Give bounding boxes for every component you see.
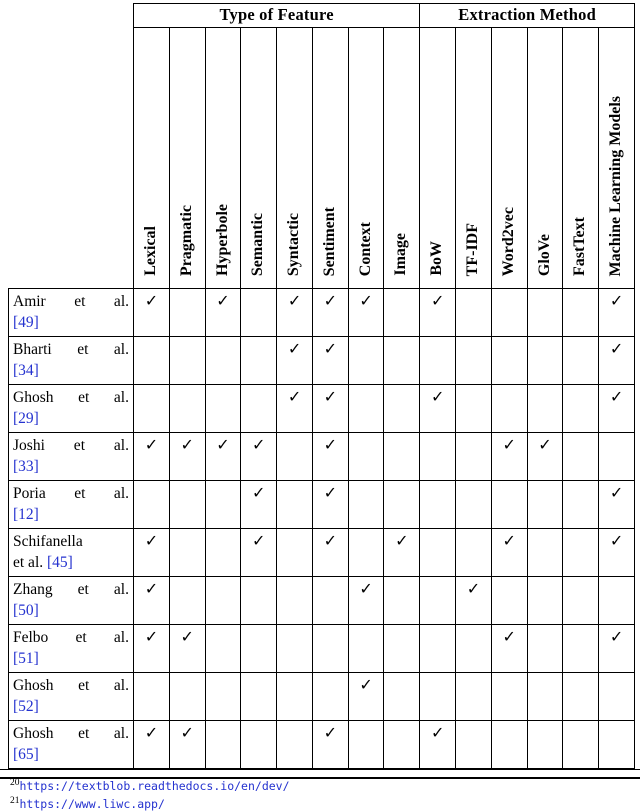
footnote [10, 776, 634, 794]
footnote-marker: 21 [10, 796, 20, 807]
check-cell-empty [599, 673, 635, 721]
check-cell-empty [384, 481, 420, 529]
author-name: Joshi et al. [13, 437, 129, 454]
check-cell-checked [420, 289, 456, 337]
check-cell-checked [312, 289, 348, 337]
column-header-row [9, 28, 635, 289]
table-row [9, 721, 635, 769]
check-cell-checked [205, 289, 241, 337]
check-cell-checked [491, 529, 527, 577]
check-cell-checked [169, 625, 205, 673]
check-cell-checked [491, 433, 527, 481]
cite-line [13, 408, 129, 429]
checkmark-icon: ✓ [359, 581, 373, 598]
checkmark-icon: ✓ [323, 725, 337, 742]
table-body [9, 289, 635, 769]
column-header-fasttext [563, 28, 599, 289]
check-cell-empty [527, 385, 563, 433]
citation-link[interactable]: [12] [13, 506, 39, 523]
checkmark-icon: ✓ [609, 629, 624, 646]
check-cell-empty [312, 673, 348, 721]
check-cell-empty [491, 337, 527, 385]
author-cell [9, 625, 134, 673]
check-cell-empty [241, 289, 277, 337]
cite-line [13, 648, 129, 669]
check-cell-checked [134, 721, 170, 769]
checkmark-icon: ✓ [323, 485, 337, 502]
citation-link[interactable]: [34] [13, 362, 39, 379]
checkmark-icon: ✓ [323, 341, 337, 358]
citation-link[interactable]: [51] [13, 650, 39, 667]
check-cell-empty [348, 625, 384, 673]
checkmark-icon: ✓ [252, 485, 266, 502]
check-cell-checked [312, 337, 348, 385]
check-cell-empty [134, 673, 170, 721]
check-cell-checked [169, 721, 205, 769]
check-cell-empty [599, 577, 635, 625]
column-header-label: BoW [428, 241, 446, 276]
citation-link[interactable]: [33] [13, 458, 39, 475]
check-cell-empty [169, 529, 205, 577]
author-name: Felbo et al. [13, 629, 129, 646]
check-cell-empty [456, 721, 492, 769]
check-cell-empty [277, 673, 313, 721]
check-cell-empty [169, 577, 205, 625]
footnote-marker: 20 [10, 778, 20, 788]
check-cell-empty [205, 481, 241, 529]
corner-cell-top [9, 4, 134, 28]
check-cell-empty [456, 289, 492, 337]
checkmark-icon: ✓ [287, 341, 302, 358]
check-cell-checked [599, 385, 635, 433]
column-header-label: GloVe [535, 233, 553, 276]
check-cell-empty [563, 481, 599, 529]
check-cell-empty [277, 529, 313, 577]
check-cell-empty [241, 721, 277, 769]
checkmark-icon: ✓ [395, 533, 409, 550]
check-cell-empty [456, 337, 492, 385]
column-header-label: TF-IDF [464, 222, 482, 276]
column-header-label: Image [392, 233, 410, 276]
footnotes [8, 776, 634, 812]
table-row [9, 337, 635, 385]
check-cell-checked [277, 289, 313, 337]
table-row [9, 673, 635, 721]
check-cell-empty [241, 337, 277, 385]
checkmark-icon: ✓ [252, 437, 266, 454]
check-cell-empty [491, 577, 527, 625]
checkmark-icon: ✓ [359, 293, 373, 310]
check-cell-empty [456, 625, 492, 673]
table-header [9, 4, 635, 289]
check-cell-checked [277, 337, 313, 385]
table-row [9, 481, 635, 529]
cite-line [13, 360, 129, 381]
check-cell-empty [563, 289, 599, 337]
citation-link[interactable]: [50] [13, 602, 39, 619]
check-cell-checked [312, 385, 348, 433]
check-cell-empty [384, 577, 420, 625]
check-cell-empty [599, 721, 635, 769]
column-header-label: Context [356, 221, 374, 276]
column-header-label: Word2vec [499, 206, 517, 276]
check-cell-checked [241, 433, 277, 481]
check-cell-empty [527, 673, 563, 721]
check-cell-empty [456, 529, 492, 577]
check-cell-empty [420, 577, 456, 625]
checkmark-icon: ✓ [323, 533, 337, 550]
checkmark-icon: ✓ [180, 437, 194, 454]
check-cell-empty [563, 385, 599, 433]
column-header-pragmatic [169, 28, 205, 289]
checkmark-icon: ✓ [144, 437, 159, 454]
check-cell-empty [384, 385, 420, 433]
column-header-sentiment [312, 28, 348, 289]
check-cell-checked [599, 625, 635, 673]
check-cell-empty [491, 721, 527, 769]
check-cell-checked [384, 529, 420, 577]
column-header-lexical [134, 28, 170, 289]
check-cell-empty [134, 481, 170, 529]
check-cell-checked [420, 385, 456, 433]
check-cell-checked [420, 721, 456, 769]
checkmark-icon: ✓ [144, 581, 159, 598]
check-cell-empty [169, 385, 205, 433]
checkmark-icon: ✓ [430, 389, 445, 406]
footnote-link[interactable]: https://textblob.readthedocs.io/en/dev/ [19, 779, 290, 794]
cite-line [13, 456, 129, 477]
check-cell-empty [205, 673, 241, 721]
feature-comparison-table [8, 3, 635, 769]
author-name: Ghosh et al. [13, 677, 129, 694]
check-cell-checked [348, 673, 384, 721]
check-cell-empty [599, 433, 635, 481]
check-cell-empty [241, 673, 277, 721]
check-cell-empty [134, 337, 170, 385]
check-cell-empty [420, 625, 456, 673]
check-cell-empty [456, 673, 492, 721]
check-cell-empty [527, 289, 563, 337]
check-cell-empty [491, 385, 527, 433]
check-cell-checked [205, 433, 241, 481]
check-cell-checked [134, 577, 170, 625]
check-cell-empty [348, 385, 384, 433]
check-cell-empty [205, 337, 241, 385]
group-header-row [9, 4, 635, 28]
check-cell-empty [420, 481, 456, 529]
check-cell-empty [169, 673, 205, 721]
check-cell-empty [420, 673, 456, 721]
author-name: Bharti et al. [13, 341, 129, 358]
citation-link[interactable]: [29] [13, 410, 39, 427]
column-header-label: Pragmatic [177, 204, 195, 276]
column-header-label: Semantic [249, 212, 267, 276]
footnote [10, 794, 634, 812]
check-cell-checked [312, 529, 348, 577]
check-cell-checked [134, 433, 170, 481]
group-header-type-of-feature: Type of Feature [134, 4, 420, 28]
checkmark-icon: ✓ [144, 293, 159, 310]
check-cell-empty [205, 529, 241, 577]
check-cell-checked [456, 577, 492, 625]
author-name: Poria et al. [13, 485, 129, 502]
check-cell-checked [277, 385, 313, 433]
checkmark-icon: ✓ [287, 389, 302, 406]
check-cell-checked [241, 529, 277, 577]
check-cell-empty [384, 289, 420, 337]
column-header-label: Sentiment [320, 206, 338, 276]
checkmark-icon: ✓ [180, 725, 194, 742]
check-cell-empty [312, 625, 348, 673]
author-cell [9, 433, 134, 481]
author-name: Amir et al. [13, 293, 129, 310]
check-cell-checked [241, 481, 277, 529]
checkmark-icon: ✓ [538, 437, 552, 454]
checkmark-icon: ✓ [323, 437, 337, 454]
checkmark-icon: ✓ [144, 533, 159, 550]
check-cell-empty [456, 481, 492, 529]
column-header-word2vec [491, 28, 527, 289]
check-cell-empty [527, 577, 563, 625]
author-cell [9, 721, 134, 769]
author-cell [9, 529, 134, 577]
check-cell-empty [205, 385, 241, 433]
bottom-rule-upper [0, 769, 640, 770]
column-header-hyperbole [205, 28, 241, 289]
check-cell-checked [599, 289, 635, 337]
table-row [9, 577, 635, 625]
author-cell [9, 337, 134, 385]
checkmark-icon: ✓ [216, 437, 230, 454]
table-row [9, 625, 635, 673]
check-cell-empty [456, 433, 492, 481]
check-cell-empty [241, 577, 277, 625]
check-cell-empty [563, 625, 599, 673]
column-header-syntactic [277, 28, 313, 289]
cite-line [13, 696, 129, 717]
citation-link[interactable]: [45] [47, 554, 73, 571]
checkmark-icon: ✓ [609, 533, 624, 550]
checkmark-icon: ✓ [502, 533, 516, 550]
check-cell-checked [599, 337, 635, 385]
column-header-label: FastText [571, 217, 589, 276]
citation-link[interactable]: [65] [13, 746, 39, 763]
column-header-image [384, 28, 420, 289]
check-cell-empty [205, 721, 241, 769]
check-cell-empty [563, 673, 599, 721]
check-cell-empty [563, 577, 599, 625]
cite-line [13, 600, 129, 621]
checkmark-icon: ✓ [466, 581, 481, 598]
checkmark-icon: ✓ [609, 293, 624, 310]
check-cell-empty [563, 721, 599, 769]
check-cell-empty [348, 529, 384, 577]
check-cell-empty [456, 385, 492, 433]
cite-line [13, 312, 129, 333]
check-cell-empty [348, 481, 384, 529]
check-cell-empty [563, 433, 599, 481]
check-cell-empty [205, 577, 241, 625]
check-cell-empty [420, 337, 456, 385]
check-cell-empty [277, 721, 313, 769]
check-cell-empty [384, 337, 420, 385]
check-cell-checked [169, 433, 205, 481]
checkmark-icon: ✓ [430, 293, 445, 310]
check-cell-checked [134, 529, 170, 577]
table-row [9, 529, 635, 577]
author-name: Ghosh et al. [13, 725, 129, 742]
check-cell-empty [384, 673, 420, 721]
check-cell-empty [527, 529, 563, 577]
check-cell-checked [312, 433, 348, 481]
check-cell-empty [205, 625, 241, 673]
check-cell-empty [277, 625, 313, 673]
check-cell-checked [312, 721, 348, 769]
corner-cell-bottom [9, 28, 134, 289]
checkmark-icon: ✓ [609, 485, 624, 502]
check-cell-checked [491, 625, 527, 673]
check-cell-empty [241, 625, 277, 673]
check-cell-empty [277, 433, 313, 481]
column-header-label: Machine Learning Models [607, 95, 625, 276]
check-cell-checked [134, 289, 170, 337]
author-cell [9, 289, 134, 337]
check-cell-empty [384, 721, 420, 769]
check-cell-empty [563, 529, 599, 577]
checkmark-icon: ✓ [359, 677, 373, 694]
checkmark-icon: ✓ [252, 533, 266, 550]
check-cell-empty [527, 481, 563, 529]
check-cell-empty [134, 385, 170, 433]
check-cell-empty [312, 577, 348, 625]
check-cell-empty [348, 337, 384, 385]
author-cell [9, 481, 134, 529]
column-header-label: Lexical [141, 226, 159, 276]
check-cell-empty [169, 337, 205, 385]
check-cell-empty [563, 337, 599, 385]
column-header-label: Hyperbole [213, 204, 231, 276]
checkmark-icon: ✓ [323, 293, 337, 310]
checkmark-icon: ✓ [323, 389, 337, 406]
check-cell-checked [348, 577, 384, 625]
check-cell-empty [527, 625, 563, 673]
check-cell-empty [491, 289, 527, 337]
citation-link[interactable]: [52] [13, 698, 39, 715]
author-cell [9, 673, 134, 721]
check-cell-empty [169, 481, 205, 529]
cite-line [13, 504, 129, 525]
check-cell-empty [491, 481, 527, 529]
check-cell-empty [348, 433, 384, 481]
check-cell-empty [277, 577, 313, 625]
checkmark-icon: ✓ [609, 389, 624, 406]
check-cell-empty [384, 625, 420, 673]
author-name: Schifanella [13, 533, 83, 550]
checkmark-icon: ✓ [216, 293, 230, 310]
checkmark-icon: ✓ [609, 341, 624, 358]
column-header-bow [420, 28, 456, 289]
check-cell-checked [527, 433, 563, 481]
check-cell-empty [527, 721, 563, 769]
checkmark-icon: ✓ [144, 629, 159, 646]
column-header-machine-learning-models [599, 28, 635, 289]
check-cell-empty [420, 433, 456, 481]
check-cell-checked [599, 481, 635, 529]
checkmark-icon: ✓ [180, 629, 194, 646]
column-header-context [348, 28, 384, 289]
column-header-label: Syntactic [285, 212, 303, 276]
check-cell-checked [348, 289, 384, 337]
checkmark-icon: ✓ [144, 725, 159, 742]
checkmark-icon: ✓ [502, 437, 516, 454]
check-cell-empty [277, 481, 313, 529]
checkmark-icon: ✓ [287, 293, 302, 310]
group-header-extraction-method: Extraction Method [420, 4, 635, 28]
check-cell-empty [527, 337, 563, 385]
table-row [9, 433, 635, 481]
table-row [9, 289, 635, 337]
check-cell-empty [384, 433, 420, 481]
bottom-rule-lower [0, 777, 640, 779]
check-cell-empty [348, 721, 384, 769]
author-cell [9, 577, 134, 625]
check-cell-checked [599, 529, 635, 577]
table-row [9, 385, 635, 433]
checkmark-icon: ✓ [502, 629, 516, 646]
footnote-link[interactable]: https://www.liwc.app/ [19, 797, 165, 812]
check-cell-empty [241, 385, 277, 433]
check-cell-empty [491, 673, 527, 721]
column-header-glove [527, 28, 563, 289]
cite-line: et al. [45] [13, 554, 73, 571]
cite-line [13, 744, 129, 765]
check-cell-checked [134, 625, 170, 673]
author-cell [9, 385, 134, 433]
checkmark-icon: ✓ [430, 725, 445, 742]
check-cell-empty [420, 529, 456, 577]
check-cell-empty [169, 289, 205, 337]
check-cell-checked [312, 481, 348, 529]
author-name: Zhang et al. [13, 581, 129, 598]
column-header-semantic [241, 28, 277, 289]
author-name: Ghosh et al. [13, 389, 129, 406]
citation-link[interactable]: [49] [13, 314, 39, 331]
column-header-tf-idf [456, 28, 492, 289]
